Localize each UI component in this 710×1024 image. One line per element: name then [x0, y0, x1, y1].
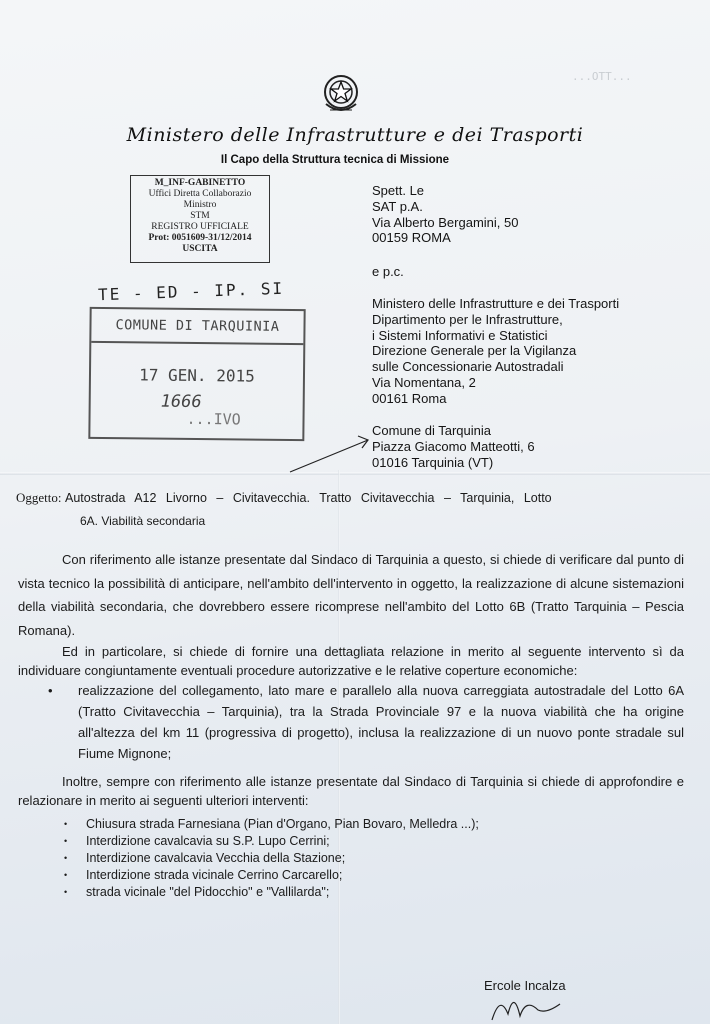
arrival-stamp [88, 307, 305, 441]
stamp-title: COMUNE DI TARQUINIA [91, 309, 303, 345]
body-paragraph-1: Con riferimento alle istanze presentate dal Sindaco di Tarquinia a questo, si chiede di verificare dal punto di vista tecnico la possibilità di anticipare, nell'ambito dell'intervento in oggetto, la realizzazione di alcune sistemazioni della viabilità secondaria, che dovrebbero essere ricomprese nell'ambito del Lotto 6B (Tratto Tarquinia – Pescia Romana). [18, 552, 684, 638]
address-line: Via Nomentana, 2 [372, 374, 476, 390]
registry-line: Ministro [183, 200, 217, 210]
registry-line: REGISTRO UFFICIALE [151, 222, 249, 232]
list-item: • strada vicinale "del Pidocchio" e "Vallilarda"; [64, 884, 684, 901]
stamp-tail: ...IVO [186, 409, 241, 429]
registry-protocol: Prot: 0051609-31/12/2014 [148, 233, 252, 243]
body-paragraph-3: Inoltre, sempre con riferimento alle istanze presentate dal Sindaco di Tarquinia si chiede di approfondire e relazionare in merito ai seguenti ulteriori interventi: [18, 774, 684, 808]
republic-emblem-icon [318, 70, 364, 120]
recipient-cc-ministry [372, 296, 619, 407]
list-item: • Interdizione strada vicinale Cerrino Carcarello; [64, 867, 684, 884]
list-item: • Interdizione cavalcavia su S.P. Lupo Cerrini; [64, 833, 684, 850]
address-line: sulle Concessionarie Autostradali [372, 359, 564, 375]
address-line: SAT p.A. [372, 198, 423, 214]
address-line: Via Alberto Bergamini, 50 [372, 214, 519, 230]
handwritten-note: TE - ED - IP. SI [97, 278, 285, 305]
address-line: Ministero delle Infrastrutture e dei Trasporti [372, 296, 620, 311]
address-line: 00161 Roma [372, 390, 447, 406]
stamp-number: 1666 [160, 391, 202, 413]
address-line: Piazza Giacomo Matteotti, 6 [372, 438, 535, 454]
further-interventions-list [64, 816, 684, 901]
handwritten-signature-icon [486, 984, 566, 1024]
registry-line: USCITA [182, 244, 218, 254]
address-line: Dipartimento per le Infrastrutture, [372, 311, 563, 327]
signature-name: Ercole Incalza [484, 978, 566, 993]
address-line: 01016 Tarquinia (VT) [372, 454, 494, 470]
registry-line: M_INF-GABINETTO [154, 178, 246, 188]
address-line: Spett. Le [372, 183, 425, 198]
stamp-date: 17 GEN. 2015 [139, 365, 255, 386]
subject-line-1: Autostrada A12 Livorno – Civitavecchia. Tratto Civitavecchia – Tarquinia, Lotto [64, 491, 552, 505]
address-line: 00159 ROMA [372, 230, 451, 246]
subject-label: Oggetto: [16, 490, 62, 505]
body-paragraph-2: Ed in particolare, si chiede di fornire una dettagliata relazione in merito al seguente intervento sì da individuare congiuntamente eventuali procedure autorizzative e le relative coperture economiche: [18, 644, 684, 678]
list-item: • realizzazione del collegamento, lato mare e parallelo alla nuova carreggiata autostradale del Lotto 6A (Tratto Civitavecchia – Tarquinia), tra la Strada Provinciale 97 e la nuova viabilità che ha origine all'altezza del km 11 (progressiva di progetto), inclusa la realizzazione di un nuovo ponte stradale sul Fiume Mignone; [48, 680, 684, 764]
registry-line: STM [190, 211, 210, 221]
address-line: i Sistemi Informativi e Statistici [372, 327, 548, 343]
address-line: Comune di Tarquinia [372, 423, 491, 438]
address-line: Direzione Generale per la Vigilanza [372, 343, 577, 359]
list-item: • Interdizione cavalcavia Vecchia della Stazione; [64, 850, 684, 867]
letter-body [18, 548, 684, 901]
list-item: • Chiusura strada Farnesiana (Pian d'Organo, Pian Bovaro, Melledra ...); [64, 816, 684, 833]
intervention-list [48, 680, 684, 764]
office-subtitle: Il Capo della Struttura tecnica di Missione [220, 154, 450, 166]
recipient-cc-comune [372, 423, 535, 470]
cc-label: e p.c. [372, 264, 404, 279]
corner-faded-stamp: ...OTT... [572, 70, 632, 83]
subject-line-2: 6A. Viabilità secondaria [80, 514, 206, 528]
handwritten-arrow-icon [288, 432, 378, 476]
recipient-primary [372, 183, 518, 246]
ministry-title: Ministero delle Infrastrutture e dei Trasporti [126, 124, 584, 146]
registry-box [130, 175, 270, 263]
subject-block [16, 490, 696, 528]
registry-line: Uffici Diretta Collaborazio [148, 189, 252, 199]
